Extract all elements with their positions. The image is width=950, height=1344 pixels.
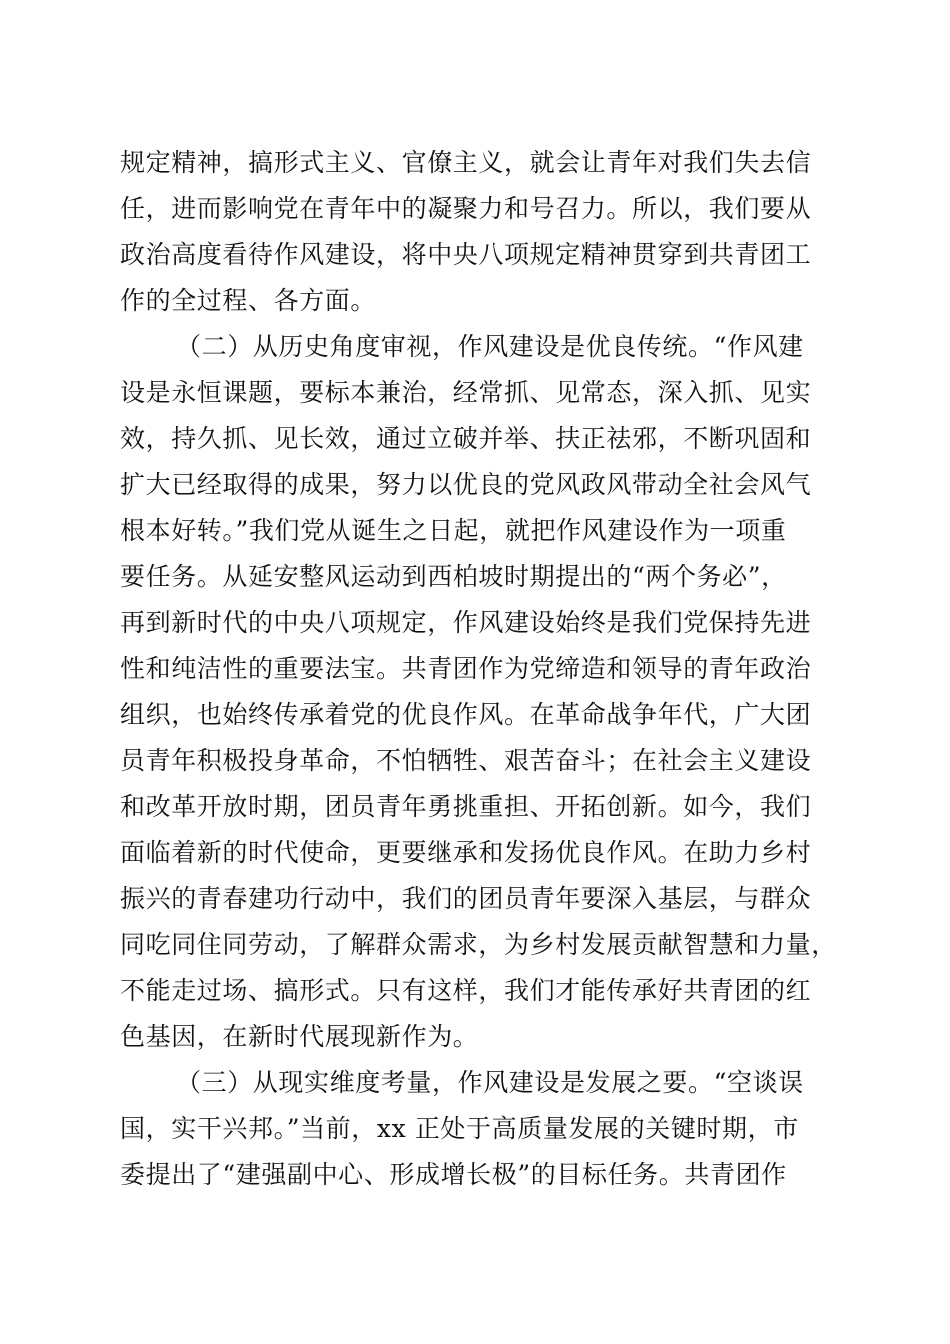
body-text-line: 再到新时代的中央八项规定，作风建设始终是我们党保持先进	[120, 608, 812, 637]
body-text-line: 作的全过程、各方面。	[120, 286, 377, 315]
body-text-line: 和改革开放时期，团员青年勇挑重担、开拓创新。如今，我们	[120, 792, 812, 821]
body-text-line: 政治高度看待作风建设，将中央八项规定精神贯穿到共青团工	[120, 240, 812, 269]
body-text-line: 组织，也始终传承着党的优良作风。在革命战争年代，广大团	[120, 700, 812, 729]
body-text-line: 任，进而影响党在青年中的凝聚力和号召力。所以，我们要从	[120, 194, 812, 223]
body-text-line: 面临着新的时代使命，更要继承和发扬优良作风。在助力乡村	[120, 838, 812, 867]
body-text-line: 效，持久抓、见长效，通过立破并举、扶正祛邪，不断巩固和	[120, 424, 812, 453]
body-text-line: 员青年积极投身革命，不怕牺牲、艰苦奋斗；在社会主义建设	[120, 746, 812, 775]
section-heading-line: （二）从历史角度审视，作风建设是优良传统。“作风建	[176, 332, 804, 361]
body-text-line: 委提出了“建强副中心、形成增长极”的目标任务。共青团作	[120, 1160, 787, 1189]
body-text-line: 性和纯洁性的重要法宝。共青团作为党缔造和领导的青年政治	[120, 654, 812, 683]
body-text-line: 国，实干兴邦。”当前，xx 正处于高质量发展的关键时期，市	[120, 1114, 799, 1143]
body-text-line: 振兴的青春建功行动中，我们的团员青年要深入基层，与群众	[120, 884, 812, 913]
body-text-line: 根本好转。”我们党从诞生之日起，就把作风建设作为一项重	[120, 516, 787, 545]
body-text-line: 设是永恒课题，要标本兼治，经常抓、见常态，深入抓、见实	[120, 378, 812, 407]
body-text-line: 同吃同住同劳动，了解群众需求，为乡村发展贡献智慧和力量，	[120, 930, 837, 959]
section-heading-line: （三）从现实维度考量，作风建设是发展之要。“空谈误	[176, 1068, 804, 1097]
body-text-line: 色基因，在新时代展现新作为。	[120, 1022, 479, 1051]
body-text-line: 扩大已经取得的成果，努力以优良的党风政风带动全社会风气	[120, 470, 812, 499]
body-text-line: 不能走过场、搞形式。只有这样，我们才能传承好共青团的红	[120, 976, 812, 1005]
body-text-line: 要任务。从延安整风运动到西柏坡时期提出的“两个务必”，	[120, 562, 787, 591]
body-text-line: 规定精神，搞形式主义、官僚主义，就会让青年对我们失去信	[120, 148, 812, 177]
